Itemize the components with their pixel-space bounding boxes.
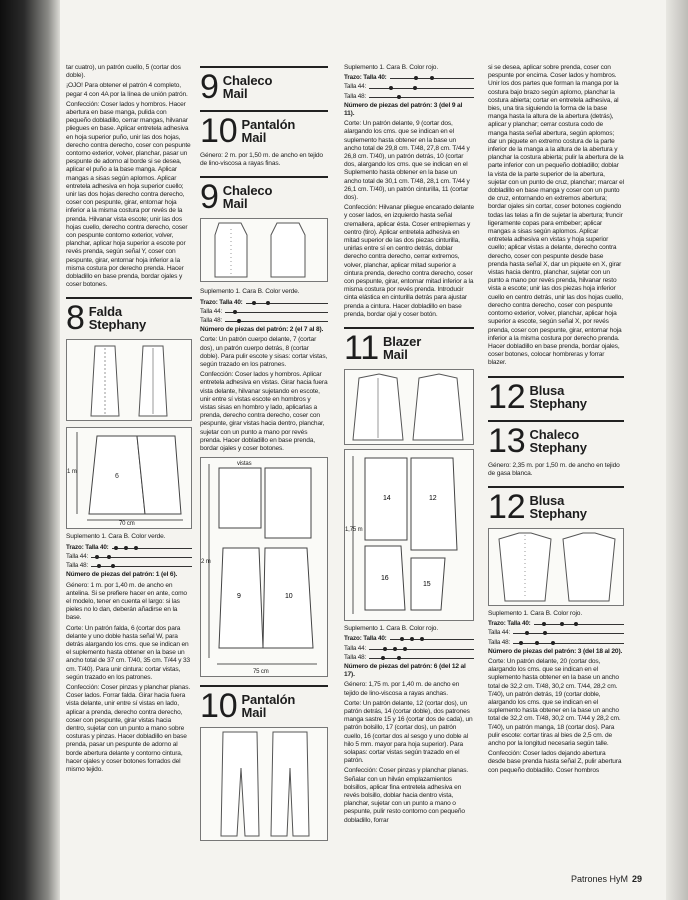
section-header-blazer — [344, 327, 474, 368]
section-header-chaleco — [200, 66, 328, 106]
pattern-diagram — [67, 428, 193, 528]
blazer-pattern-layout — [344, 449, 474, 621]
col2-genero: Género: 2 m. por 1,50 m. de ancho en tejido de lino-viscosa a rayas finas. — [200, 152, 323, 168]
section-title: Blazer Mail — [383, 334, 422, 363]
trazo-label: Trazo: Talla 40: — [344, 635, 387, 643]
fig-height-label: 1 m — [67, 469, 77, 476]
talla48-row — [344, 654, 474, 662]
section-header-pantalon — [200, 110, 328, 150]
section-number: 13 — [488, 421, 526, 460]
fig-height-label: 1,75 m — [345, 527, 363, 534]
section-title: Chaleco Mail — [222, 183, 273, 212]
column-3 — [344, 64, 474, 827]
trazo-row — [344, 635, 474, 643]
col1-confeccion2: Confección: Coser pinzas y planchar planas. Coser lados. Forrar falda. Girar hacia fuera vista delante, unir entre sí vistas en lado, aplicar a prenda, derecho contra derecho, coser con pespunte, girar vistas hacia dentro, sujetar con un punto a mano sobre costuras y pinzas. Hacer dobladillo en base prenda, pasar un pespunte de adorno al borde abertura delante y contorno cintura, hacer ojales y coser botones forrados del mismo tejido. — [66, 683, 191, 773]
section-number: 10 — [200, 687, 238, 726]
skirt-pattern-layout — [66, 427, 192, 529]
section-number: 11 — [344, 329, 379, 368]
col3-piezas: Número de piezas del patrón: 3 (del 9 al 11). — [344, 101, 463, 118]
talla44-row — [200, 308, 328, 316]
talla48-label: Talla 48: — [344, 653, 367, 661]
trazo-label: Trazo: Talla 40: — [200, 298, 243, 306]
fig-width-label: 70 cm — [119, 521, 135, 528]
trazo-label: Trazo: Talla 40: — [488, 620, 531, 628]
section-number: 12 — [488, 377, 526, 416]
talla48-label: Talla 48: — [488, 638, 511, 646]
section-title: Blusa Stephany — [529, 492, 587, 521]
section-title: Falda Stephany — [88, 304, 147, 333]
column-2 — [200, 64, 328, 841]
talla48-row — [344, 93, 474, 101]
column-1 — [66, 64, 192, 776]
trazo-label: Trazo: Talla 40: — [344, 74, 387, 82]
col2-suplemento: Suplemento 1. Cara B. Color verde. — [200, 288, 300, 296]
pattern-diagram — [201, 458, 329, 676]
col1-intro: tar cuatro), un patrón cuello, 5 (cortar dos doble). — [66, 64, 181, 80]
talla44-label: Talla 44: — [200, 307, 223, 315]
talla44-label: Talla 44: — [488, 629, 511, 637]
skirt-drawing — [67, 340, 193, 420]
talla44-row — [344, 645, 474, 653]
trazo-label: Trazo: Talla 40: — [66, 543, 109, 551]
section-header-falda — [66, 297, 192, 338]
page-binding — [0, 0, 60, 900]
section-header-chaleco-2 — [200, 176, 328, 217]
col4-confeccion: Confección: Coser lados dejando abertura desde base prenda hasta señal Z, pulir abertura con pequeño dobladillo. Coser hombros — [488, 750, 622, 774]
section-header-blusa-2 — [488, 486, 624, 526]
section-number: 10 — [200, 112, 238, 150]
section-title: Pantalón Mail — [241, 117, 296, 145]
talla44-row — [66, 553, 192, 561]
fig-width-label: 75 cm — [253, 669, 269, 676]
col2-confeccion: Confección: Coser lados y hombros. Aplicar entretela adhesiva en vistas. Girar hacia fuera vista delante, hilvanar sujetando en escote, unir entre sí vistas escote en hombros y vistas sisas en hombro y lado, aplicarlas a prenda, derecho contra derecho, coser con pespunte, girar vistas hacia dentro, planchar, sujetar con un punto a mano por revés prenda. Hacer dobladillo en base prenda, bordar ojales y coser botones. — [200, 371, 328, 453]
section-header-pantalon-2 — [200, 685, 328, 726]
col4-genero: Género: 2,35 m. por 1,50 m. de ancho en tejido de gasa blanca. — [488, 461, 620, 477]
svg-text:6: 6 — [115, 473, 119, 481]
page-footer — [571, 874, 642, 884]
col2-corte: Corte: Un patrón cuerpo delante, 7 (cortar dos), un patrón cuerpo detrás, 8 (cortar doble). Para pulir escote y sisas: cortar vistas, según trazado en los patrones. — [200, 336, 328, 369]
col1-suplemento: Suplemento 1. Cara B. Color verde. — [66, 533, 166, 541]
svg-text:16: 16 — [381, 575, 389, 583]
col1-genero: Género: 1 m. por 1,40 m. de ancho en antelina. Si se prefiere hacer en ante, como el modelo, tener en cuenta el largo: si las pieles no lo dan, deberán añadirse en la base. — [66, 581, 187, 622]
section-title: Chaleco Stephany — [529, 426, 587, 455]
section-number: 12 — [488, 487, 526, 526]
svg-text:15: 15 — [423, 581, 431, 589]
col1-ojo: ¡OJO! Para obtener el patrón 4 completo, pegar 4 con 4A por la línea de unión patrón. — [66, 82, 188, 98]
trazo-row — [66, 544, 192, 552]
blouse-illustration — [488, 528, 624, 606]
col4-piezas: Número de piezas del patrón: 3 (del 18 al 20). — [488, 647, 623, 655]
section-number: 8 — [66, 299, 85, 338]
section-header-blusa — [488, 376, 624, 416]
vest-pattern-layout — [200, 457, 328, 677]
fig-height-label: 2 m — [201, 559, 211, 566]
svg-text:12: 12 — [429, 495, 437, 503]
talla44-row — [488, 629, 624, 637]
talla48-row — [66, 562, 192, 570]
svg-text:9: 9 — [237, 593, 241, 601]
trazo-row — [488, 620, 624, 628]
col4-suplemento: Suplemento 1. Cara B. Color rojo. — [488, 609, 583, 617]
col3-confeccion: Confección: Hilvanar pliegue encarado delante y coser lados, en izquierdo hasta señal cremallera, aplicar ésta. Coser entrepiernas y centro (tiro). Aplicar entretela adhesiva en mitad superior de las dos piezas cinturilla, unirlas entre sí en centro detrás, doblar derecho contra derecho, cerrar extremos, volver, planchar, aplicar mitad superior a cintura prenda, derecho contra derecho, coser con pespunte, girar, entornar mitad inferior a la misma costura por revés prenda. Introducir cinta elástica en cinturilla detrás para ajustar prenda a cintura. Hacer dobladillo en base prenda, bordar ojal y coser botón. — [344, 204, 474, 318]
svg-text:10: 10 — [285, 593, 293, 601]
trazo-row — [344, 74, 474, 82]
trousers-illustration — [200, 727, 328, 841]
col3-genero: Género: 1,75 m. por 1,40 m. de ancho en tejido de lino-viscosa a rayas anchas. — [344, 681, 460, 697]
talla44-label: Talla 44: — [344, 644, 367, 652]
talla44-row — [344, 83, 474, 91]
talla44-label: Talla 44: — [344, 83, 367, 91]
talla48-label: Talla 48: — [66, 562, 89, 570]
page-edge — [666, 0, 688, 900]
section-title: Blusa Stephany — [529, 382, 587, 411]
footer-brand: Patrones HyM — [570, 874, 628, 884]
page-number: 29 — [631, 874, 642, 884]
col3-piezas-2: Número de piezas del patrón: 6 (del 12 al 17). — [344, 662, 466, 679]
col3-corte-2: Corte: Un patrón delante, 12 (cortar dos), un patrón detrás, 14 (cortar doble), dos patrones manga sastre 15 y 16 (cortar dos de cada), un patrón bolsillo, 17 (cortar dos), un patrón cuello, 16 (cortar dos al sesgo y uno doble al hilo 5 mm. mayor para hoja superior). Para solapas: cortar vistas según trazado en el patrón. — [344, 699, 473, 765]
col4-corte: Corte: Un patrón delante, 20 (cortar dos, alargando los cms. que se indican en el suplemento hasta obtener en la base un ancho total de 32,2 cm. T/48, 30,2 cm. T/44, 28,2 cm. T/40), un patrón detrás, 19 (cortar doble, alargando los cms. que se indican en el suplemento hasta obtener en la base un ancho total de 32,2 cm. T/48, 30,2 cm. T/44 y 28,2 cm. T/40), un patrón manga, 18 (cortar dos). Para pulir escote: cortar tiras al bies de 2,5 cm. de ancho por la longitud necesaria según talle. — [488, 657, 621, 747]
trazo-row — [200, 299, 328, 307]
trousers-drawing — [201, 728, 329, 840]
blouse-drawing — [489, 529, 625, 605]
blazer-illustration — [344, 369, 474, 445]
col1-confeccion: Confección: Coser lados y hombros. Hacer abertura en base manga, pulida con pequeño dobladillo, cerrar mangas, hilvanar pliegues en base. Aplicar entretela adhesiva en hoja superior puño, unir las dos hojas, derecho contra derecho, coser con pespunte contorno exterior, volver, planchar, pasar un pespunte de adorno al borde si se desea, aplicar el puño a la base manga. Aplicar mangas a sisas según aplomos. Aplicar entretela adhesiva en hoja superior cuello; unir las dos hojas derecho contra derecho, coser con pespunte, girar, entornar hoja inferior a la misma costura por revés de la prenda. Hilvanar vista escote; unir las dos hojas cuello, derecho contra derecho, coser con pespunte contorno exterior, volver, planchar, aplicar hoja superior a escote por revés prenda, según señal Y, coser con pespunte, girar, entornar hoja inferior a la misma costura por derecho prenda. Hacer dobladillo en base prenda, bordar ojales y coser botones. — [66, 100, 191, 289]
col4-text: si se desea, aplicar sobre prenda, coser con pespunte por encima. Coser lados y hombros. Unir los dos partes que forman la manga por la costura bajo brazo según aplomo, planchar la costura abierta; cortar en entretela adhesiva, al bies, una tira siguiendo la forma de la base manga hasta la altura de la abertura (detrás), aplicar y planchar; cerrar costura codo de manga hasta señal abertura, según aplomos; dar un piquete en extremo costura de la parte inferior de la manga a la altura de la abertura y planchar la costura abierta; pulir la abertura de la parte inferior con un pequeño dobladillo; doblar la vista de la parte superior de la abertura, sujetar con un punto de cruz, planchar; marcar el dobladillo en base manga y coser con un punto de cruz, entornando en extremos abertura; bordar ojales sin cortar, coser botones cogiendo todas las telas a fin de sujetar la abertura; fruncir ligeramente copas para embeber; aplicar mangas a sisas según aplomos. Aplicar entretela adhesiva en vistas y hoja superior cuello; aplicar vistas a delante, derecho contra derecho, coser con pespunte desde base prenda hasta señal X, dar un piquete en X, girar vistas hacia dentro, planchar, sujetar con un punto a mano por revés prenda, hilvanar resto vista a escote; unir las dos piezas hoja inferior cuello en centro detrás, unir las dos hojas cuello, derecho contra derecho, coser con pespunte contorno exterior, volver, planchar, aplicar hoja superior a escote, según señal X, por revés prenda, coser con pespunte, girar, entornar hoja inferior a la misma costura por derecho prenda. Hacer dobladillo en base prenda, bordar ojales, coser botones, colocar hombreras y forrar blazer. — [488, 64, 624, 367]
column-4 — [488, 64, 624, 777]
col2-piezas: Número de piezas del patrón: 2 (el 7 al 8). — [200, 326, 324, 334]
col3-confeccion-2: Confección: Coser pinzas y planchar planas. Señalar con un hilván emplazamientos bolsillos, aplicar fina entretela adhesiva en revés bolsillo, doblar hacia dentro vista, planchar, sujetar con un punto a mano o pespunte, pulir resto contorno con pequeño dobladillo, forrar — [344, 767, 469, 824]
talla44-label: Talla 44: — [66, 552, 89, 560]
talla48-row — [200, 317, 328, 325]
fig-vistas-label: vistas — [237, 461, 252, 468]
blazer-drawing — [345, 370, 475, 444]
talla48-label: Talla 48: — [200, 317, 223, 325]
col3-corte: Corte: Un patrón delante, 9 (cortar dos, alargando los cms. que se indican en el suplemento hasta obtener en la base un ancho total de 29,8 cm. T/48, 27,8 cm. T/44 y 26,8 cm. T/40), un patrón detrás, 10 (cortar dos, alargando los cms. que se indican en el Suplemento hasta obtener en la base un ancho total de 30,1 cm. T/48, 28,1 cm. T/44 y 26,1 cm. T/40), un patrón cinturilla, 11 (cortar dos). — [344, 120, 470, 202]
section-number: 9 — [200, 178, 219, 217]
pattern-diagram — [345, 450, 475, 620]
col1-corte: Corte: Un patrón falda, 6 (cortar dos para delante y uno doble hasta señal W, para detrás alargando los cms. que se indican en el suplemento hasta obtener en la base un ancho total de 37 cm. T/40, 35 cm. T/44 y 33 cm. T/40). Para unir cintura: cortar vistas, según trazado en los patrones. — [66, 624, 191, 681]
col1-piezas: Número de piezas del patrón: 1 (el 6). — [66, 571, 178, 579]
col3-suplemento-2: Suplemento 1. Cara B. Color rojo. — [344, 625, 439, 633]
section-title: Pantalón Mail — [241, 692, 296, 721]
talla48-label: Talla 48: — [344, 92, 367, 100]
skirt-illustration — [66, 339, 192, 421]
col3-suplemento: Suplemento 1. Cara B. Color rojo. — [344, 64, 439, 71]
section-title: Chaleco Mail — [222, 73, 273, 101]
vest-drawing — [201, 219, 329, 281]
talla48-row — [488, 639, 624, 647]
svg-text:14: 14 — [383, 495, 391, 503]
section-header-chaleco-stephany — [488, 420, 624, 460]
vest-illustration — [200, 218, 328, 282]
section-number: 9 — [200, 68, 219, 106]
